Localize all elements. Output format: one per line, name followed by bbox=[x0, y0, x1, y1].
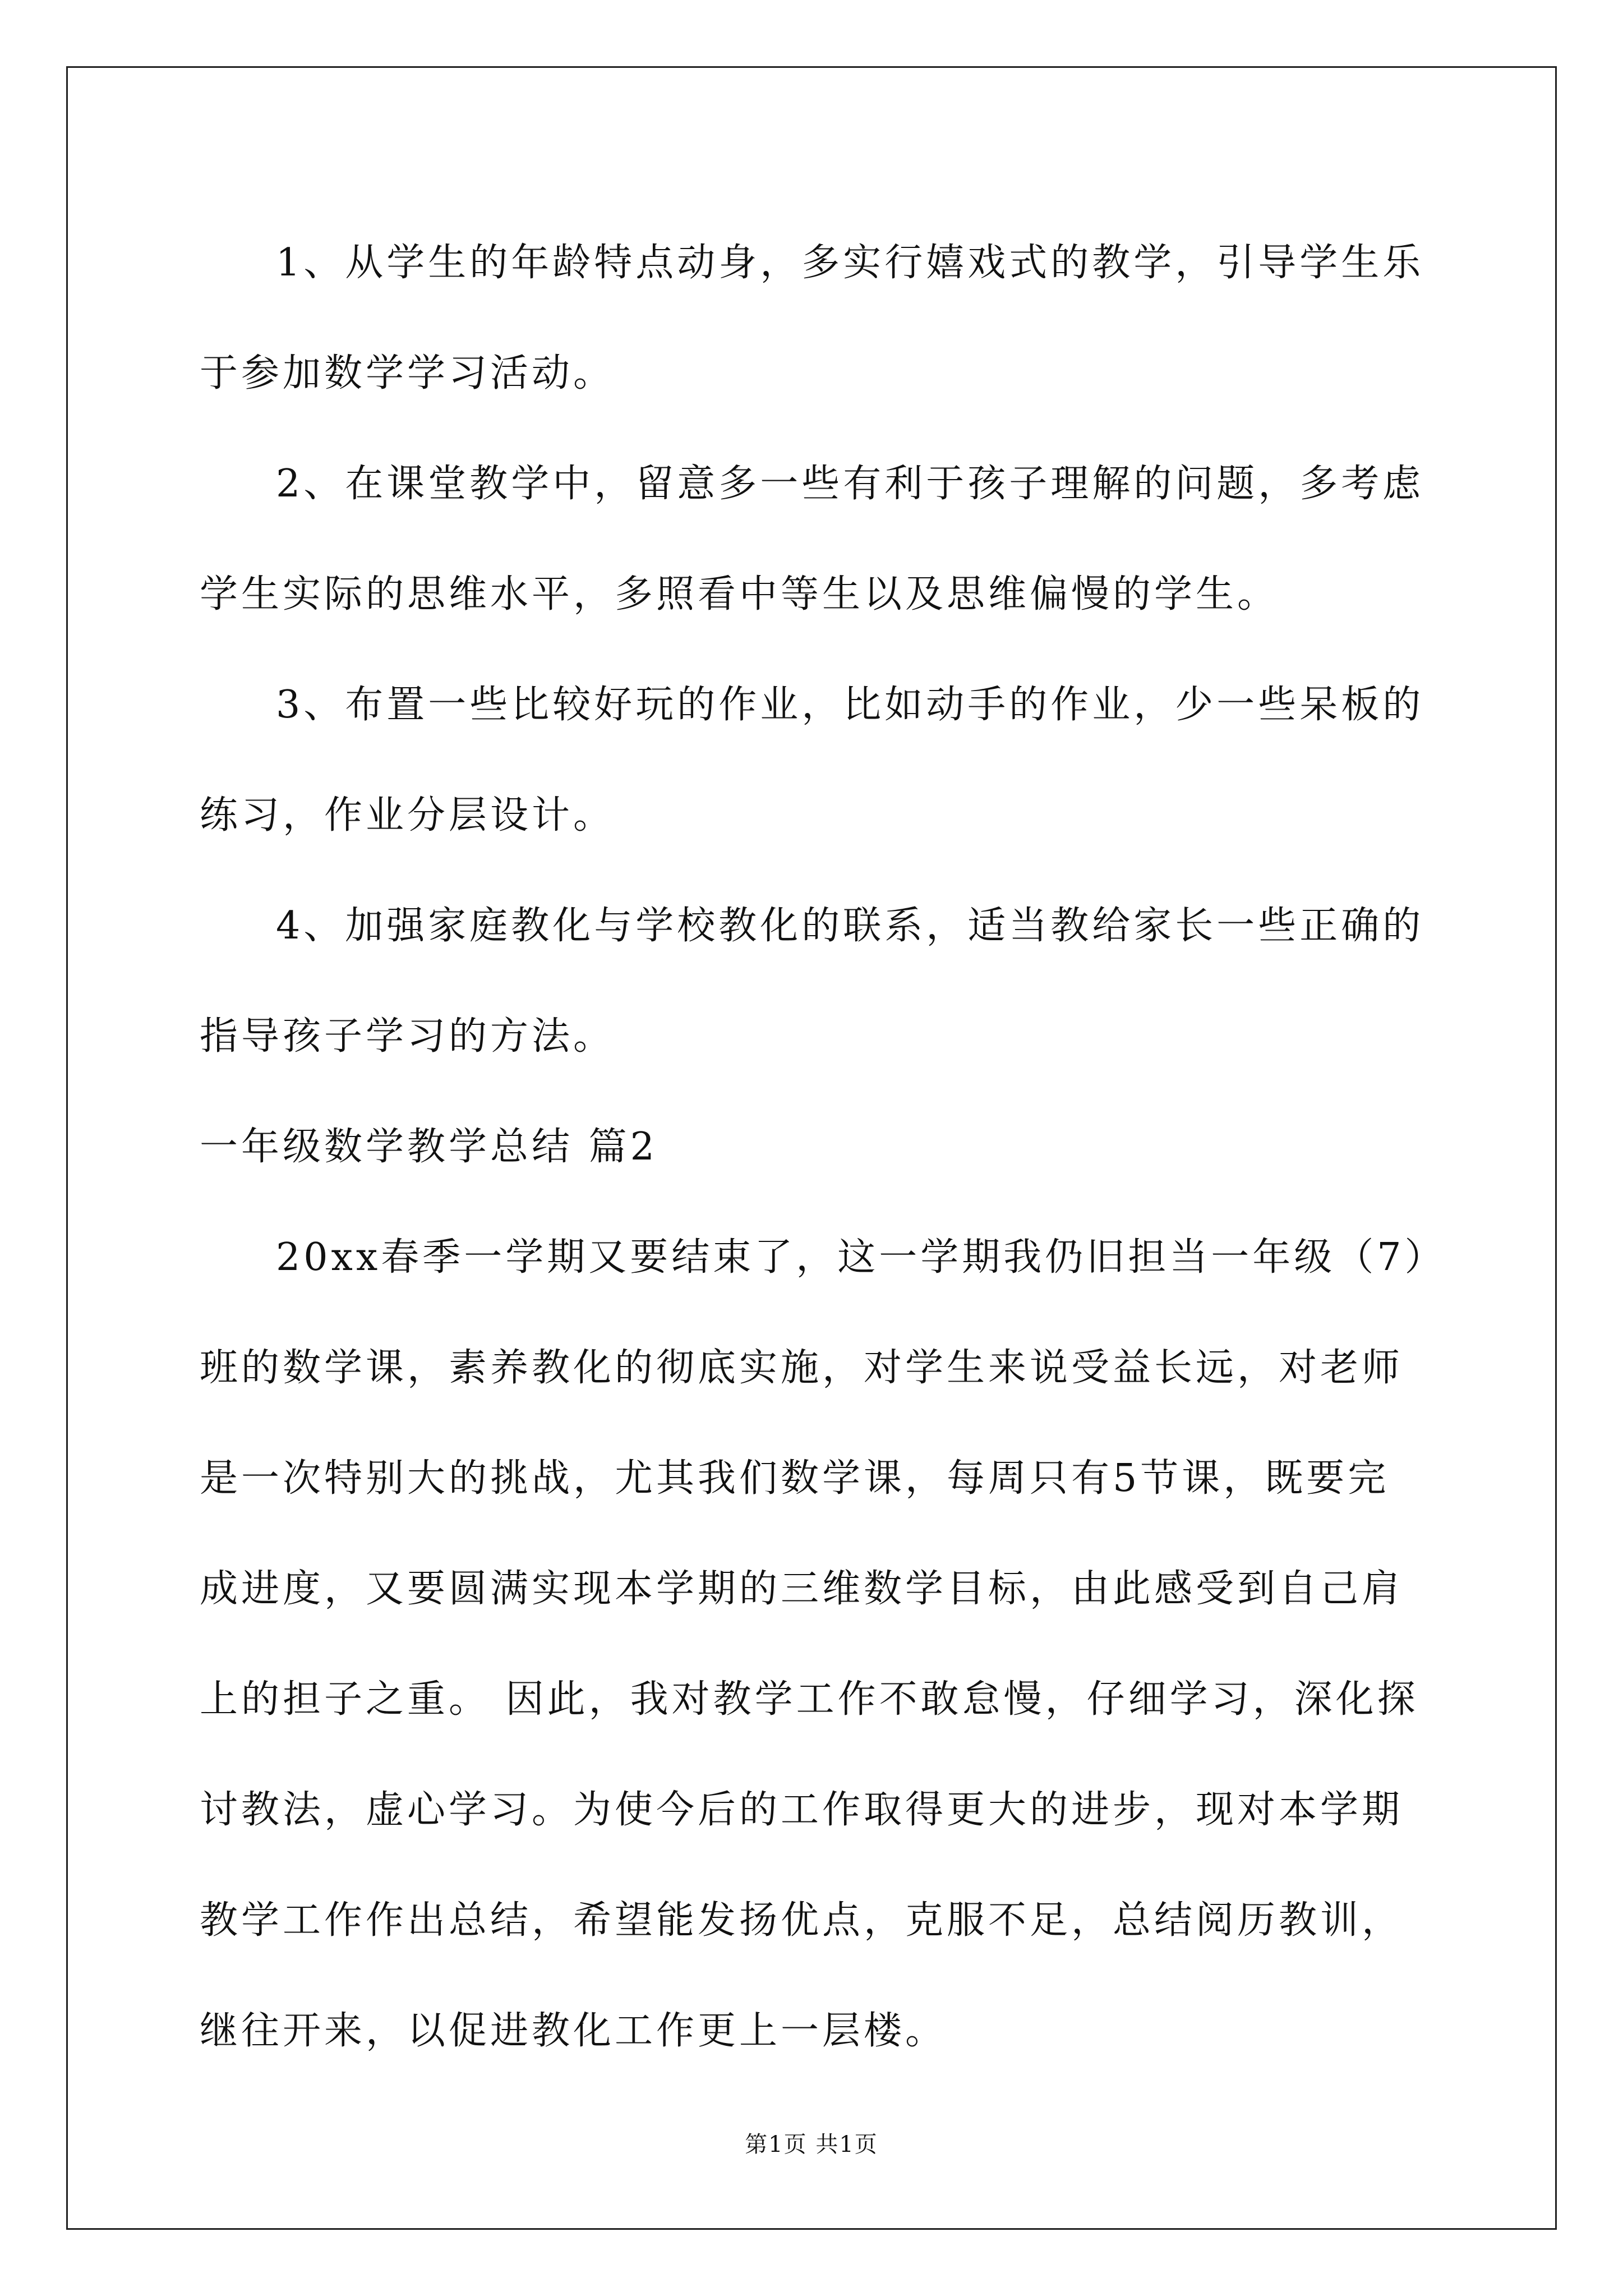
section-heading: 一年级数学教学总结 篇2 bbox=[200, 1125, 658, 1169]
paragraph-item-1: 1、从学生的年龄特点动身，多实行嬉戏式的教学，引导学生乐于参加数学学习活动。 bbox=[200, 241, 1424, 395]
paragraph-item-4: 4、加强家庭教化与学校教化的联系，适当教给家长一些正确的指导孩子学习的方法。 bbox=[200, 904, 1424, 1059]
page-footer: 第1页 共1页 bbox=[745, 2132, 878, 2157]
paragraph-item-3: 3、布置一些比较好玩的作业，比如动手的作业，少一些呆板的练习，作业分层设计。 bbox=[200, 683, 1424, 838]
paragraph-item-2: 2、在课堂教学中，留意多一些有利于孩子理解的问题，多考虑学生实际的思维水平，多照看中等生以及思维偏慢的学生。 bbox=[200, 462, 1424, 616]
document-body bbox=[200, 208, 1430, 2086]
body-paragraph: 20xx春季一学期又要结束了，这一学期我仍旧担当一年级（7）班的数学课，素养教化的彻底实施，对学生来说受益长远，对老师是一次特别大的挑战，尤其我们数学课，每周只有5节课，既要完成进度，又要圆满实现本学期的三维数学目标，由此感受到自己肩上的担子之重。 因此，我对教学工作不敢怠慢，仔细学习，深化探讨教法，虚心学习。为使今后的工作取得更大的进步，现对本学期教学工作作出总结，希望能发扬优点，克服不足，总结阅历教训，继往开来，以促进教化工作更上一层楼。 bbox=[200, 1235, 1427, 2053]
